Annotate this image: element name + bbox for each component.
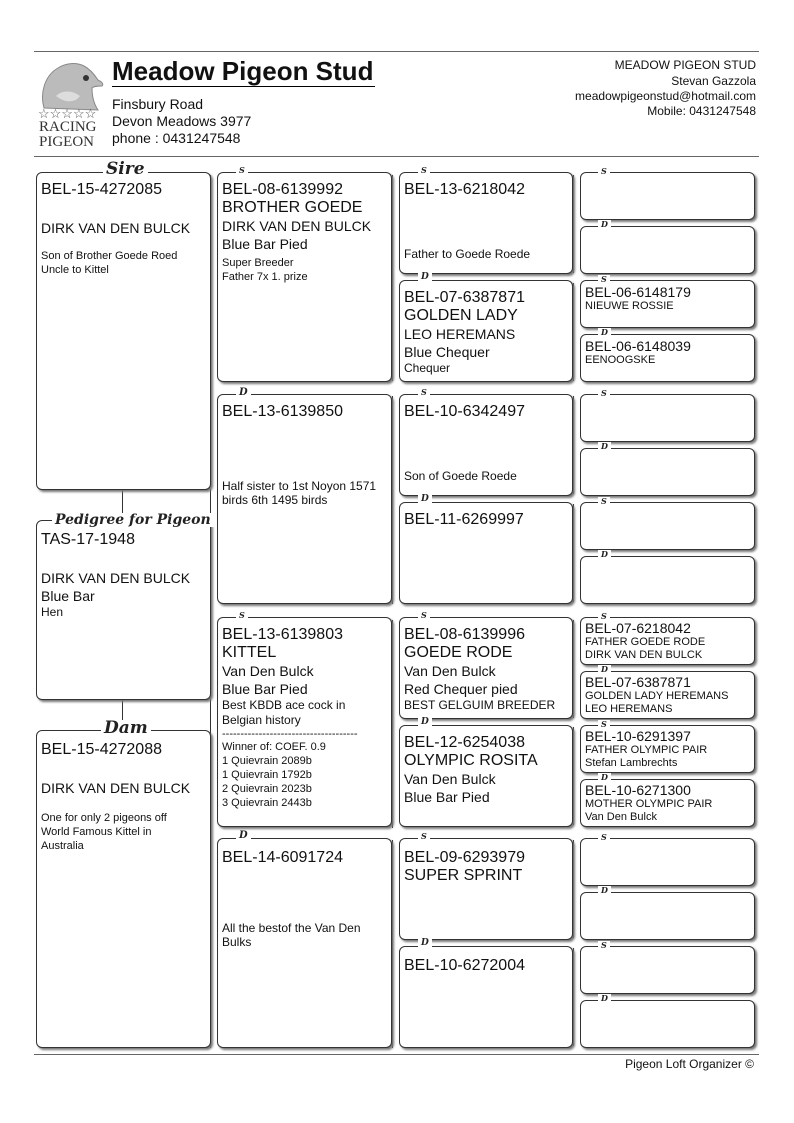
g2-ss-color: Blue Bar Pied bbox=[222, 236, 308, 252]
g3-dsd-card[interactable] bbox=[399, 725, 573, 827]
g4-sdds-sex-label: S bbox=[598, 497, 610, 505]
g3-ssd-card[interactable] bbox=[399, 280, 573, 382]
sire-note-2: Uncle to Kittel bbox=[41, 264, 109, 276]
g3-dsd-sex-label: D bbox=[418, 718, 432, 727]
g3-ddd-sex-label: D bbox=[418, 939, 432, 948]
dam-ring: BEL-15-4272088 bbox=[41, 741, 162, 758]
g4-dsdd-ring: BEL-10-6271300 bbox=[585, 782, 691, 798]
g4-ddss-card[interactable] bbox=[580, 838, 755, 886]
g4-sdsd-card[interactable] bbox=[580, 448, 755, 496]
g4-ddds-sex-label: S bbox=[598, 941, 610, 949]
dam-note-2: World Famous Kittel in bbox=[41, 826, 152, 838]
g4-sdss-sex-label: S bbox=[598, 389, 610, 397]
connector-g2-g3a bbox=[392, 175, 393, 381]
g4-ssdd-card[interactable] bbox=[580, 334, 755, 382]
g4-ddss-sex-label: S bbox=[598, 833, 610, 841]
g4-dsds-sex-label: S bbox=[598, 720, 610, 728]
g2-ds-color: Blue Bar Pied bbox=[222, 681, 308, 697]
g4-sdsd-sex-label: D bbox=[598, 442, 611, 450]
g4-dddd-sex-label: D bbox=[598, 994, 611, 1002]
g3-dds-ring: BEL-09-6293979 bbox=[404, 849, 525, 866]
g2-ss-note-1: Super Breeder bbox=[222, 257, 294, 269]
sire-breeder: DIRK VAN DEN BULCK bbox=[41, 220, 191, 236]
g2-ss-name: BROTHER GOEDE bbox=[222, 199, 363, 216]
contact-email[interactable]: meadowpigeonstud@hotmail.com bbox=[575, 89, 756, 103]
g3-ssd-color: Blue Chequer bbox=[404, 344, 490, 360]
g2-ds-note-5: 1 Quievrain 1792b bbox=[222, 769, 312, 781]
g4-sdss-card[interactable] bbox=[580, 394, 755, 442]
g2-ds-note-2: Belgian history bbox=[222, 713, 301, 727]
g2-sire-dam-card[interactable] bbox=[217, 394, 392, 604]
g2-ds-divider: ------------------------------------- bbox=[222, 728, 358, 740]
g3-dsd-color: Blue Bar Pied bbox=[404, 789, 490, 805]
g3-dsd-breeder: Van Den Bulck bbox=[404, 771, 496, 787]
g2-ds-note-4: 1 Quievrain 2089b bbox=[222, 755, 312, 767]
g3-sds-sex-label: S bbox=[418, 388, 430, 396]
g4-dsdd-line-2: MOTHER OLYMPIC PAIR bbox=[585, 798, 713, 810]
g3-ssd-note-1: Chequer bbox=[404, 361, 451, 375]
footer-rule bbox=[34, 1054, 759, 1055]
g4-dsss-card[interactable] bbox=[580, 617, 755, 665]
connector-g3-g4d bbox=[573, 504, 574, 602]
connector-g3-g4b bbox=[573, 283, 574, 381]
g2-dd-ring: BEL-14-6091724 bbox=[222, 849, 343, 866]
pedigree-label: Pedigree for Pigeon bbox=[52, 513, 214, 527]
contact-name: MEADOW PIGEON STUD bbox=[614, 58, 756, 72]
sire-card[interactable] bbox=[36, 172, 211, 490]
g2-sd-note-1: Half sister to 1st Noyon 1571 bbox=[222, 479, 377, 493]
g4-dsds-ring: BEL-10-6291397 bbox=[585, 728, 691, 744]
g4-ssds-ring: BEL-06-6148179 bbox=[585, 284, 691, 300]
g3-ssd-sex-label: D bbox=[418, 273, 432, 282]
g2-sire-sire-card[interactable] bbox=[217, 172, 392, 382]
g4-ssdd-line-2: EENOOGSKE bbox=[585, 354, 656, 366]
g3-sdd-card[interactable] bbox=[399, 502, 573, 604]
g3-sds-card[interactable] bbox=[399, 394, 573, 496]
g4-ssds-sex-label: S bbox=[598, 275, 610, 283]
g4-ddsd-sex-label: D bbox=[598, 886, 611, 894]
connector-g3-g4h bbox=[573, 948, 574, 1046]
g2-ds-note-1: Best KBDB ace cock in bbox=[222, 698, 346, 712]
g4-sssd-card[interactable] bbox=[580, 226, 755, 274]
g3-dss-note-1: BEST GELGUIM BREEDER bbox=[404, 698, 556, 712]
g4-sddd-sex-label: D bbox=[598, 550, 611, 558]
g2-ds-note-7: 3 Quievrain 2443b bbox=[222, 797, 312, 809]
sire-ring: BEL-15-4272085 bbox=[41, 181, 162, 198]
g4-sdds-card[interactable] bbox=[580, 502, 755, 550]
logo bbox=[36, 56, 106, 148]
contact-person: Stevan Gazzola bbox=[671, 74, 756, 88]
g3-dss-ring: BEL-08-6139996 bbox=[404, 626, 525, 643]
g4-dsdd-card[interactable] bbox=[580, 779, 755, 827]
g2-ds-note-6: 2 Quievrain 2023b bbox=[222, 783, 312, 795]
g4-dsds-line-3: Stefan Lambrechts bbox=[585, 757, 678, 769]
footer-credit: Pigeon Loft Organizer © bbox=[625, 1057, 754, 1071]
logo-stars: ☆☆☆☆☆ bbox=[38, 106, 97, 121]
g3-sss-sex-label: S bbox=[418, 166, 430, 174]
g3-sdd-ring: BEL-11-6269997 bbox=[404, 511, 524, 528]
top-rule bbox=[34, 51, 759, 52]
g2-sd-ring: BEL-13-6139850 bbox=[222, 403, 343, 420]
g3-dss-name: GOEDE RODE bbox=[404, 644, 513, 661]
g3-ddd-card[interactable] bbox=[399, 946, 573, 1048]
g2-dam-dam-card[interactable] bbox=[217, 838, 392, 1048]
g4-dsss-ring: BEL-07-6218042 bbox=[585, 620, 691, 636]
g2-ds-ring: BEL-13-6139803 bbox=[222, 626, 343, 643]
g2-dd-sex-label: D bbox=[236, 831, 251, 841]
logo-text-racing: RACING bbox=[39, 119, 97, 135]
stud-name: Meadow Pigeon Stud bbox=[112, 56, 374, 86]
connector-g3-g4g bbox=[573, 840, 574, 938]
g2-ss-breeder: DIRK VAN DEN BULCK bbox=[222, 218, 372, 234]
g2-ss-sex-label: S bbox=[236, 166, 248, 174]
g4-sssd-sex-label: D bbox=[598, 220, 611, 228]
g4-dssd-line-2: GOLDEN LADY HEREMANS bbox=[585, 690, 729, 702]
g4-ssdd-ring: BEL-06-6148039 bbox=[585, 338, 691, 354]
dam-card[interactable] bbox=[36, 730, 211, 1048]
g4-dsds-line-2: FATHER OLYMPIC PAIR bbox=[585, 744, 708, 756]
g3-sdd-sex-label: D bbox=[418, 495, 432, 504]
g4-dssd-sex-label: D bbox=[598, 665, 611, 673]
pigeon-head-icon bbox=[36, 56, 106, 111]
connector-g2-g3b bbox=[392, 396, 393, 604]
g3-ssd-breeder: LEO HEREMANS bbox=[404, 326, 516, 342]
header-rule bbox=[34, 156, 759, 157]
g3-dss-breeder: Van Den Bulck bbox=[404, 663, 496, 679]
g4-ssds-card[interactable] bbox=[580, 280, 755, 328]
g3-ssd-name: GOLDEN LADY bbox=[404, 307, 518, 324]
g3-dsd-ring: BEL-12-6254038 bbox=[404, 734, 525, 751]
g3-dsd-name: OLYMPIC ROSITA bbox=[404, 752, 538, 769]
logo-text-pigeon: PIGEON bbox=[39, 134, 94, 150]
g4-ddds-card[interactable] bbox=[580, 946, 755, 994]
subject-ring: TAS-17-1948 bbox=[41, 531, 135, 548]
connector-g2-g3c bbox=[392, 620, 393, 828]
g3-dds-card[interactable] bbox=[399, 838, 573, 940]
g2-ss-note-2: Father 7x 1. prize bbox=[222, 271, 308, 283]
g3-dss-color: Red Chequer pied bbox=[404, 681, 518, 697]
g2-ds-breeder: Van Den Bulck bbox=[222, 663, 314, 679]
sire-note-1: Son of Brother Goede Roed bbox=[41, 250, 178, 262]
dam-breeder: DIRK VAN DEN BULCK bbox=[41, 780, 191, 796]
g2-sd-sex-label: D bbox=[236, 388, 251, 398]
g3-dss-sex-label: S bbox=[418, 611, 430, 619]
g4-dsss-line-3: DIRK VAN DEN BULCK bbox=[585, 649, 703, 661]
g3-ssd-ring: BEL-07-6387871 bbox=[404, 289, 525, 306]
g4-dsss-sex-label: S bbox=[598, 612, 610, 620]
subject-color: Blue Bar bbox=[41, 588, 95, 604]
g2-ds-name: KITTEL bbox=[222, 644, 277, 661]
subject-breeder: DIRK VAN DEN BULCK bbox=[41, 570, 191, 586]
address-line-1: Finsbury Road bbox=[112, 96, 204, 112]
g3-sss-note-1: Father to Goede Roede bbox=[404, 247, 531, 261]
g4-ssds-line-2: NIEUWE ROSSIE bbox=[585, 300, 674, 312]
g2-dd-note-1: All the bestof the Van Den bbox=[222, 921, 361, 935]
g2-sd-note-2: birds 6th 1495 birds bbox=[222, 493, 328, 507]
g4-dsds-card[interactable] bbox=[580, 725, 755, 773]
connector-g2-g3d bbox=[392, 840, 393, 1048]
dam-label: Dam bbox=[101, 720, 151, 737]
connector-g3-g4c bbox=[573, 396, 574, 494]
dam-note-1: One for only 2 pigeons off bbox=[41, 812, 167, 824]
g3-sds-note-1: Son of Goede Roede bbox=[404, 469, 517, 483]
connector-g3-g4f bbox=[573, 727, 574, 825]
g4-dsdd-sex-label: D bbox=[598, 773, 611, 781]
address-phone: phone : 0431247548 bbox=[112, 130, 241, 146]
g2-ss-ring: BEL-08-6139992 bbox=[222, 181, 343, 198]
g4-ssdd-sex-label: D bbox=[598, 328, 611, 336]
g2-ds-note-3: Winner of: COEF. 0.9 bbox=[222, 741, 326, 753]
connector-g3-g4a bbox=[573, 175, 574, 273]
g4-dssd-line-3: LEO HEREMANS bbox=[585, 703, 673, 715]
contact-mobile: Mobile: 0431247548 bbox=[647, 104, 756, 118]
g2-dam-sire-card[interactable] bbox=[217, 617, 392, 827]
subject-sex: Hen bbox=[41, 605, 64, 619]
g3-ddd-ring: BEL-10-6272004 bbox=[404, 957, 525, 974]
g4-dssd-card[interactable] bbox=[580, 671, 755, 719]
g4-ssss-card[interactable] bbox=[580, 172, 755, 220]
g3-dds-sex-label: S bbox=[418, 832, 430, 840]
g3-sss-card[interactable] bbox=[399, 172, 573, 274]
g4-dsdd-line-3: Van Den Bulck bbox=[585, 811, 657, 823]
g4-dddd-card[interactable] bbox=[580, 1000, 755, 1048]
g2-ds-sex-label: S bbox=[236, 611, 248, 619]
g4-dsss-line-2: FATHER GOEDE RODE bbox=[585, 636, 706, 648]
g4-dssd-ring: BEL-07-6387871 bbox=[585, 674, 691, 690]
g3-sds-ring: BEL-10-6342497 bbox=[404, 403, 525, 420]
g3-sss-ring: BEL-13-6218042 bbox=[404, 181, 525, 198]
g3-dss-card[interactable] bbox=[399, 617, 573, 719]
g4-ddsd-card[interactable] bbox=[580, 892, 755, 940]
g4-ssss-sex-label: S bbox=[598, 167, 610, 175]
address-line-2: Devon Meadows 3977 bbox=[112, 113, 252, 129]
g2-dd-note-2: Bulks bbox=[222, 935, 252, 949]
dam-note-3: Australia bbox=[41, 840, 84, 852]
sire-label: Sire bbox=[103, 161, 148, 178]
subject-card[interactable] bbox=[36, 520, 211, 700]
connector-g3-g4e bbox=[573, 620, 574, 718]
g3-dds-name: SUPER SPRINT bbox=[404, 867, 523, 884]
g4-sddd-card[interactable] bbox=[580, 556, 755, 604]
